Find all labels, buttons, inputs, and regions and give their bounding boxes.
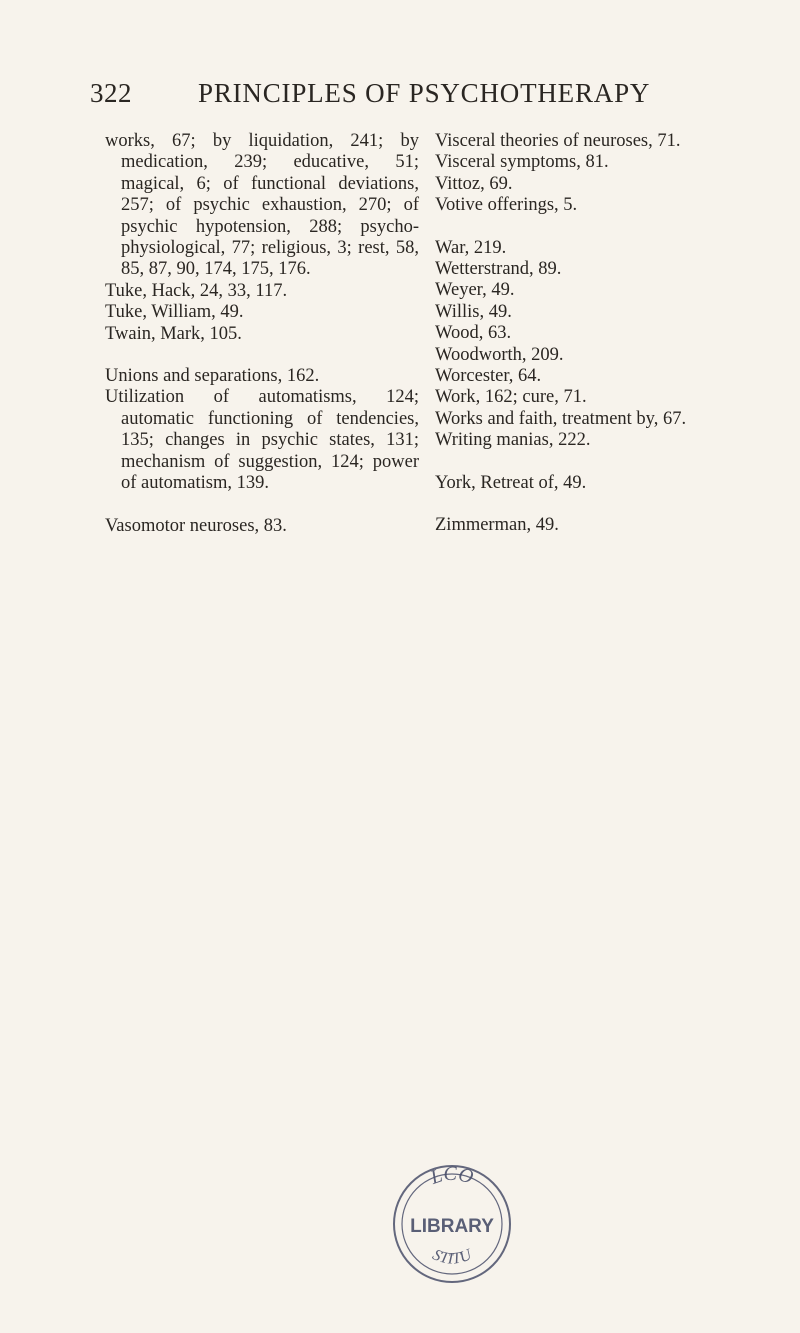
index-entry: Unions and separations, 162. [105, 366, 320, 387]
page-number: 322 [90, 78, 132, 108]
svg-text:LCO [427, 1163, 476, 1189]
index-entry: Willis, 49. [435, 301, 512, 322]
index-entry: Vasomotor neuroses, 83. [105, 515, 287, 536]
index-entry: Worcester, 64. [435, 366, 542, 387]
index-column-left [105, 131, 419, 537]
index-entry: Votive offerings, 5. [435, 195, 578, 216]
index-entry: War, 219. [435, 237, 507, 258]
index-entry: Tuke, Hack, 24, 33, 117. [105, 280, 288, 301]
index-entry: Utilization of automatisms, 124; automatic functioning of tendencies, 135; changes in psychic states, 131; mechanism of suggestion, 124; power of automatism, 139. [105, 387, 419, 494]
library-stamp [388, 1160, 516, 1288]
index-entry: Tuke, William, 49. [105, 302, 244, 323]
index-entry: Woodworth, 209. [435, 344, 564, 365]
stamp-lower-text: STITU [429, 1246, 475, 1268]
index-column-right [435, 131, 800, 537]
entry-spacer [435, 494, 800, 515]
index-entry: Wood, 63. [435, 323, 512, 344]
index-entry: works, 67; by liquidation, 241; by medication, 239; educative, 51; magical, 6; of functional deviations, 257; of psychic exhaustion, 270; of psychic hypotension, 288; psycho-physiological, 77; religious, 3; rest, 58, 85, 87, 90, 174, 175, 176. [105, 131, 419, 280]
stamp-arc-text: LCO [427, 1162, 476, 1189]
index-entry: Vittoz, 69. [435, 173, 513, 194]
index-entry: Work, 162; cure, 71. [435, 387, 587, 408]
index-entry: Wetterstrand, 89. [435, 259, 562, 280]
entry-spacer [105, 495, 419, 516]
running-head: PRINCIPLES OF PSYCHOTHERAPY [198, 78, 651, 108]
page-header [90, 78, 730, 118]
entry-spacer [435, 452, 800, 473]
index-entry: Twain, Mark, 105. [105, 323, 242, 344]
index-entry: Writing manias, 222. [435, 430, 591, 451]
stamp-center-text: LIBRARY [410, 1216, 494, 1237]
svg-text:STITU [430, 1246, 476, 1268]
entry-spacer [105, 345, 419, 366]
index-entry: Visceral theories of neuroses, 71. [435, 131, 681, 151]
entry-spacer [435, 217, 800, 238]
index-entry: Zimmerman, 49. [435, 515, 559, 536]
index-entry: Works and faith, treatment by, 67. [435, 408, 687, 429]
index-entry: York, Retreat of, 49. [435, 472, 587, 493]
index-entry: Visceral symptoms, 81. [435, 152, 609, 173]
index-entry: Weyer, 49. [435, 280, 515, 301]
